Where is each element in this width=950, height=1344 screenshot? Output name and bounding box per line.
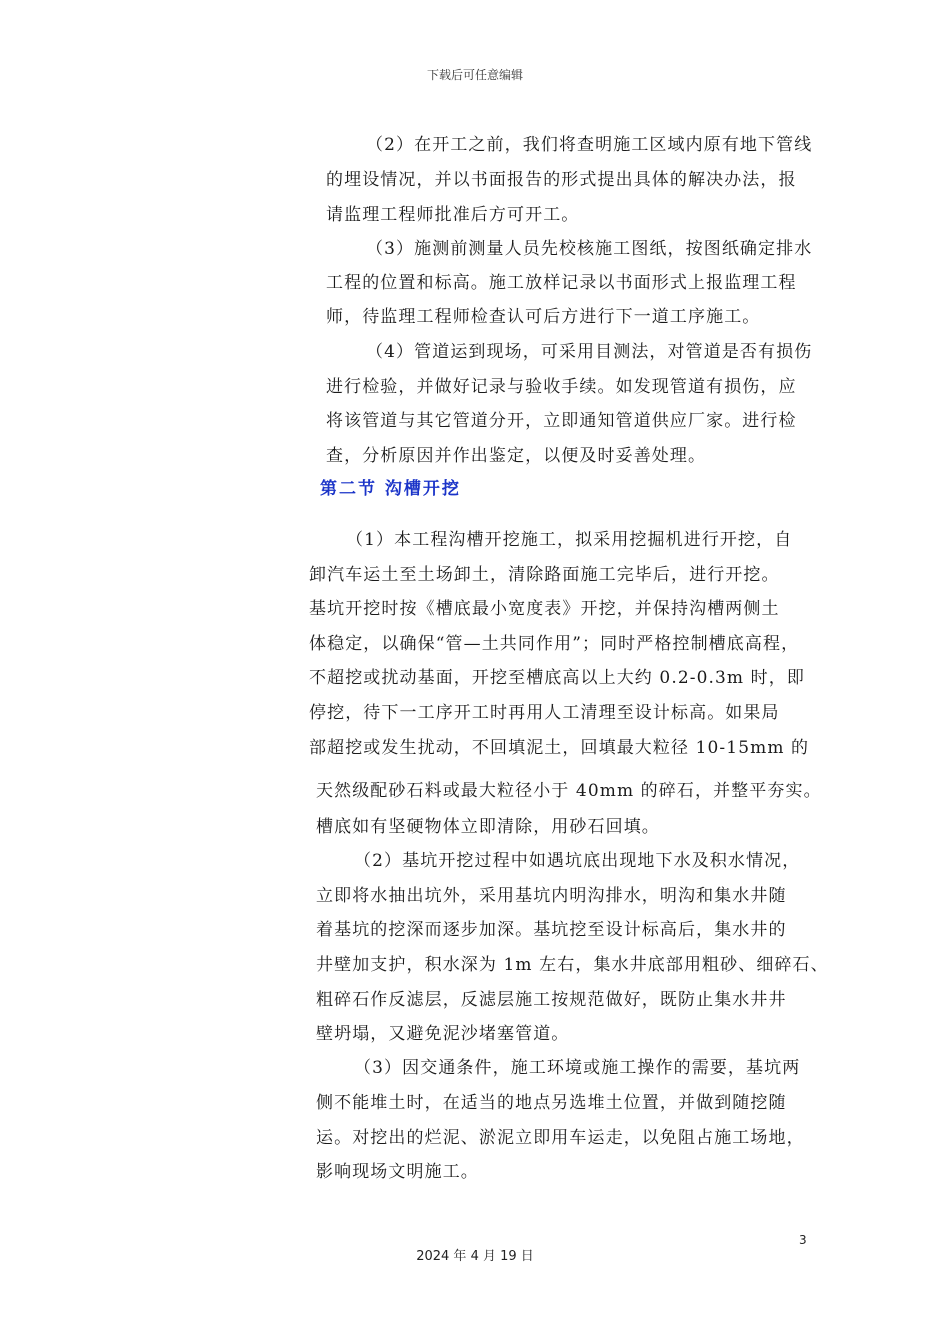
text-line: 停挖，待下一工序开工时再用人工清理至设计标高。如果局 — [309, 703, 780, 723]
text-line: （4）管道运到现场，可采用目测法，对管道是否有损伤 — [366, 342, 813, 362]
text-line: 壁坍塌，又避免泥沙堵塞管道。 — [316, 1024, 570, 1044]
text-line: 井壁加支护，积水深为 1m 左右，集水井底部用粗砂、细碎石、 — [316, 955, 829, 975]
text-line: 着基坑的挖深而逐步加深。基坑挖至设计标高后，集水井的 — [316, 920, 787, 940]
text-line: 不超挖或扰动基面，开挖至槽底高以上大约 0.2-0.3m 时，即 — [309, 668, 805, 688]
text-line: （2）在开工之前，我们将查明施工区域内原有地下管线 — [366, 135, 813, 155]
text-line: 卸汽车运土至土场卸土，清除路面施工完毕后，进行开挖。 — [309, 565, 780, 585]
text-line: 侧不能堆土时，在适当的地点另选堆土位置，并做到随挖随 — [316, 1093, 787, 1113]
text-line: （2）基坑开挖过程中如遇坑底出现地下水及积水情况， — [354, 851, 801, 871]
text-line: （3）施测前测量人员先校核施工图纸，按图纸确定排水 — [366, 239, 813, 259]
text-line: 运。对挖出的烂泥、淤泥立即用车运走，以免阻占施工场地， — [316, 1128, 805, 1148]
text-line: 部超挖或发生扰动，不回填泥土，回填最大粒径 10-15mm 的 — [309, 738, 810, 758]
text-line: 立即将水抽出坑外，采用基坑内明沟排水，明沟和集水井随 — [316, 886, 787, 906]
text-line: 影响现场文明施工。 — [316, 1162, 479, 1182]
text-line: 工程的位置和标高。施工放样记录以书面形式上报监理工程 — [326, 273, 797, 293]
text-line: 的埋设情况，并以书面报告的形式提出具体的解决办法，报 — [326, 170, 797, 190]
text-line: （1）本工程沟槽开挖施工，拟采用挖掘机进行开挖，自 — [346, 530, 793, 550]
text-line: 进行检验，并做好记录与验收手续。如发现管道有损伤，应 — [326, 377, 797, 397]
page-number: 3 — [799, 1233, 807, 1247]
text-line: 粗碎石作反滤层，反滤层施工按规范做好，既防止集水井井 — [316, 990, 787, 1010]
text-line: 查，分析原因并作出鉴定，以便及时妥善处理。 — [326, 446, 707, 466]
text-line: 基坑开挖时按《槽底最小宽度表》开挖，并保持沟槽两侧土 — [309, 599, 780, 619]
text-line: 请监理工程师批准后方可开工。 — [326, 205, 580, 225]
text-line: 将该管道与其它管道分开，立即通知管道供应厂家。进行检 — [326, 411, 797, 431]
text-line: （3）因交通条件，施工环境或施工操作的需要，基坑两 — [354, 1058, 801, 1078]
page-header: 下载后可任意编辑 — [426, 68, 523, 82]
text-line: 槽底如有坚硬物体立即清除，用砂石回填。 — [316, 817, 660, 837]
text-line: 体稳定，以确保“管—土共同作用”；同时严格控制槽底高程， — [309, 634, 800, 654]
text-line: 天然级配砂石料或最大粒径小于 40mm 的碎石，并整平夯实。 — [316, 781, 822, 801]
text-line: 师，待监理工程师检查认可后方进行下一道工序施工。 — [326, 307, 761, 327]
section-heading: 第二节 沟槽开挖 — [320, 479, 461, 499]
page-footer-date: 2024 年 4 月 19 日 — [416, 1249, 534, 1264]
